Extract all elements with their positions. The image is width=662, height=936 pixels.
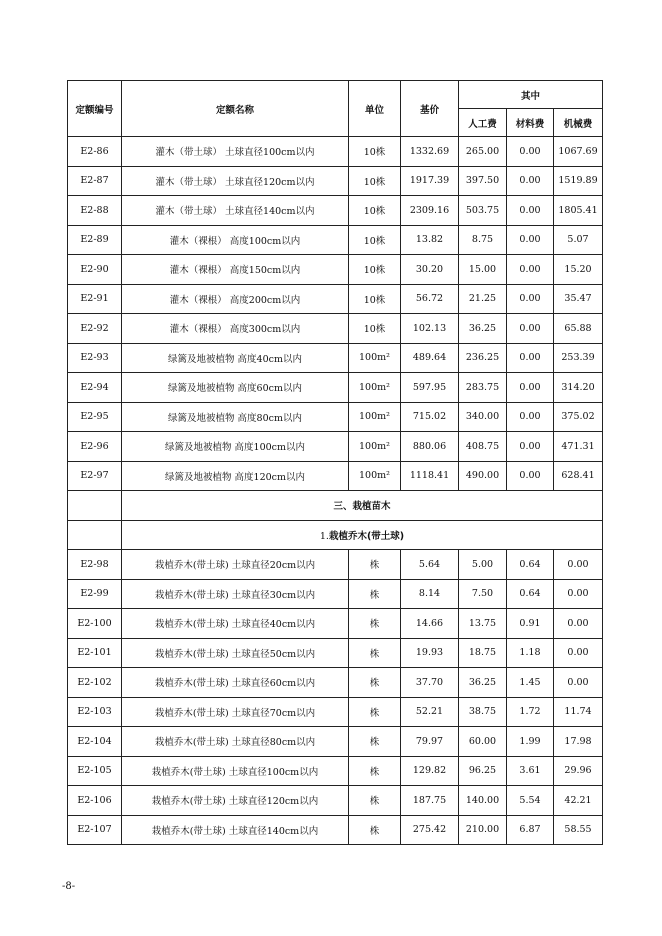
- cell-labor: 38.75: [459, 697, 507, 727]
- cell-labor: 5.00: [459, 550, 507, 580]
- cell-labor: 283.75: [459, 373, 507, 403]
- cell-code: E2-100: [68, 609, 122, 639]
- cell-price: 30.20: [401, 255, 459, 285]
- table-row: [68, 166, 603, 196]
- cell-name: 栽植乔木(带土球) 土球直径120cm以内: [122, 786, 349, 816]
- cell-labor: 340.00: [459, 402, 507, 432]
- cell-price: 275.42: [401, 815, 459, 845]
- cell-name: 绿篱及地被植物 高度120cm以内: [122, 461, 349, 491]
- cell-machine: 0.00: [554, 579, 603, 609]
- cell-price: 52.21: [401, 697, 459, 727]
- cell-price: 79.97: [401, 727, 459, 757]
- cell-name: 栽植乔木(带土球) 土球直径40cm以内: [122, 609, 349, 639]
- cell-material: 0.64: [507, 550, 554, 580]
- table-row: [68, 727, 603, 757]
- cell-code: E2-89: [68, 225, 122, 255]
- header-code: 定额编号: [68, 81, 122, 137]
- cell-material: 1.72: [507, 697, 554, 727]
- table-row: [68, 284, 603, 314]
- cell-unit: 100m²: [349, 373, 401, 403]
- cell-machine: 0.00: [554, 638, 603, 668]
- cell-code: E2-99: [68, 579, 122, 609]
- table-row: [68, 550, 603, 580]
- cell-unit: 株: [349, 756, 401, 786]
- cell-name: 绿篱及地被植物 高度100cm以内: [122, 432, 349, 462]
- table-row: [68, 373, 603, 403]
- header-unit: 单位: [349, 81, 401, 137]
- cell-machine: 1519.89: [554, 166, 603, 196]
- cell-material: 0.00: [507, 166, 554, 196]
- cell-code: E2-94: [68, 373, 122, 403]
- table-row: [68, 668, 603, 698]
- cell-machine: 11.74: [554, 697, 603, 727]
- cell-name: 灌木（带土球） 土球直径120cm以内: [122, 166, 349, 196]
- cell-price: 1332.69: [401, 137, 459, 167]
- cell-name: 栽植乔木(带土球) 土球直径80cm以内: [122, 727, 349, 757]
- header-labor: 人工费: [459, 109, 507, 137]
- cell-code: E2-103: [68, 697, 122, 727]
- cell-name: 栽植乔木(带土球) 土球直径50cm以内: [122, 638, 349, 668]
- table-row: [68, 756, 603, 786]
- cell-price: 13.82: [401, 225, 459, 255]
- cell-code: E2-86: [68, 137, 122, 167]
- cell-unit: 株: [349, 609, 401, 639]
- cell-labor: 408.75: [459, 432, 507, 462]
- cell-material: 0.00: [507, 225, 554, 255]
- cell-labor: 236.25: [459, 343, 507, 373]
- cell-material: 6.87: [507, 815, 554, 845]
- cell-code: E2-107: [68, 815, 122, 845]
- cell-price: 880.06: [401, 432, 459, 462]
- table-row: [68, 137, 603, 167]
- cell-unit: 10株: [349, 137, 401, 167]
- cell-material: 5.54: [507, 786, 554, 816]
- cell-machine: 35.47: [554, 284, 603, 314]
- cell-price: 56.72: [401, 284, 459, 314]
- header-name: 定额名称: [122, 81, 349, 137]
- cell-name: 绿篱及地被植物 高度60cm以内: [122, 373, 349, 403]
- cell-price: 129.82: [401, 756, 459, 786]
- cell-material: 0.00: [507, 343, 554, 373]
- cell-price: 187.75: [401, 786, 459, 816]
- cell-unit: 100m²: [349, 432, 401, 462]
- cell-code: E2-98: [68, 550, 122, 580]
- cell-code: E2-101: [68, 638, 122, 668]
- cell-name: 栽植乔木(带土球) 土球直径140cm以内: [122, 815, 349, 845]
- cell-material: 0.00: [507, 461, 554, 491]
- cell-material: 0.64: [507, 579, 554, 609]
- cell-material: 0.00: [507, 284, 554, 314]
- cell-price: 1118.41: [401, 461, 459, 491]
- cell-machine: 58.55: [554, 815, 603, 845]
- cell-material: 0.00: [507, 402, 554, 432]
- cell-name: 灌木（带土球） 土球直径100cm以内: [122, 137, 349, 167]
- cell-machine: 253.39: [554, 343, 603, 373]
- cell-code: E2-92: [68, 314, 122, 344]
- cell-labor: 140.00: [459, 786, 507, 816]
- cell-unit: 10株: [349, 255, 401, 285]
- cell-name: 栽植乔木(带土球) 土球直径60cm以内: [122, 668, 349, 698]
- cell-price: 489.64: [401, 343, 459, 373]
- cell-name: 栽植乔木(带土球) 土球直径70cm以内: [122, 697, 349, 727]
- cell-unit: 株: [349, 697, 401, 727]
- header-group: 其中: [459, 81, 603, 109]
- cell-machine: 0.00: [554, 609, 603, 639]
- cell-unit: 100m²: [349, 461, 401, 491]
- cell-code: E2-95: [68, 402, 122, 432]
- table-row: [68, 461, 603, 491]
- table-row: [68, 638, 603, 668]
- cell-machine: 1805.41: [554, 196, 603, 226]
- cell-machine: 628.41: [554, 461, 603, 491]
- cell-code: E2-102: [68, 668, 122, 698]
- table-row: [68, 255, 603, 285]
- cell-code: E2-90: [68, 255, 122, 285]
- cell-machine: 471.31: [554, 432, 603, 462]
- cell-labor: 36.25: [459, 668, 507, 698]
- cell-machine: 42.21: [554, 786, 603, 816]
- quota-table: [67, 80, 603, 845]
- cell-unit: 100m²: [349, 402, 401, 432]
- cell-unit: 株: [349, 727, 401, 757]
- cell-price: 715.02: [401, 402, 459, 432]
- cell-material: 0.00: [507, 432, 554, 462]
- cell-code: E2-87: [68, 166, 122, 196]
- cell-labor: 13.75: [459, 609, 507, 639]
- subsection-prefix: 1.: [319, 530, 329, 542]
- cell-labor: 397.50: [459, 166, 507, 196]
- cell-name: 灌木（带土球） 土球直径140cm以内: [122, 196, 349, 226]
- cell-code: E2-96: [68, 432, 122, 462]
- cell-unit: 10株: [349, 196, 401, 226]
- header-machine: 机械费: [554, 109, 603, 137]
- cell-labor: 21.25: [459, 284, 507, 314]
- cell-machine: 1067.69: [554, 137, 603, 167]
- cell-material: 1.99: [507, 727, 554, 757]
- cell-machine: 15.20: [554, 255, 603, 285]
- empty-cell: [68, 520, 122, 550]
- cell-price: 1917.39: [401, 166, 459, 196]
- cell-labor: 96.25: [459, 756, 507, 786]
- cell-unit: 株: [349, 786, 401, 816]
- cell-unit: 株: [349, 638, 401, 668]
- cell-code: E2-106: [68, 786, 122, 816]
- table-row: [68, 196, 603, 226]
- cell-material: 0.00: [507, 137, 554, 167]
- cell-code: E2-105: [68, 756, 122, 786]
- cell-labor: 490.00: [459, 461, 507, 491]
- cell-labor: 60.00: [459, 727, 507, 757]
- table-row: [68, 314, 603, 344]
- cell-name: 灌木（裸根） 高度300cm以内: [122, 314, 349, 344]
- cell-material: 0.00: [507, 314, 554, 344]
- cell-machine: 5.07: [554, 225, 603, 255]
- table-row: [68, 609, 603, 639]
- cell-labor: 15.00: [459, 255, 507, 285]
- cell-code: E2-104: [68, 727, 122, 757]
- header-material: 材料费: [507, 109, 554, 137]
- section-row: [68, 491, 603, 521]
- cell-price: 597.95: [401, 373, 459, 403]
- cell-unit: 株: [349, 579, 401, 609]
- cell-code: E2-97: [68, 461, 122, 491]
- cell-name: 绿篱及地被植物 高度40cm以内: [122, 343, 349, 373]
- cell-machine: 17.98: [554, 727, 603, 757]
- cell-code: E2-88: [68, 196, 122, 226]
- cell-unit: 10株: [349, 314, 401, 344]
- cell-machine: 0.00: [554, 550, 603, 580]
- cell-name: 栽植乔木(带土球) 土球直径20cm以内: [122, 550, 349, 580]
- cell-price: 19.93: [401, 638, 459, 668]
- table-row: [68, 432, 603, 462]
- cell-material: 1.45: [507, 668, 554, 698]
- cell-machine: 0.00: [554, 668, 603, 698]
- cell-name: 灌木（裸根） 高度150cm以内: [122, 255, 349, 285]
- cell-machine: 375.02: [554, 402, 603, 432]
- cell-labor: 265.00: [459, 137, 507, 167]
- table-row: [68, 402, 603, 432]
- table-row: [68, 697, 603, 727]
- cell-unit: 株: [349, 815, 401, 845]
- subsection-label: 栽植乔木(带土球): [328, 530, 405, 542]
- cell-price: 8.14: [401, 579, 459, 609]
- cell-labor: 8.75: [459, 225, 507, 255]
- table-row: [68, 579, 603, 609]
- cell-name: 栽植乔木(带土球) 土球直径100cm以内: [122, 756, 349, 786]
- cell-price: 37.70: [401, 668, 459, 698]
- cell-name: 栽植乔木(带土球) 土球直径30cm以内: [122, 579, 349, 609]
- cell-material: 0.00: [507, 255, 554, 285]
- cell-material: 3.61: [507, 756, 554, 786]
- cell-machine: 65.88: [554, 314, 603, 344]
- cell-machine: 29.96: [554, 756, 603, 786]
- cell-code: E2-91: [68, 284, 122, 314]
- cell-machine: 314.20: [554, 373, 603, 403]
- table-row: [68, 815, 603, 845]
- cell-name: 绿篱及地被植物 高度80cm以内: [122, 402, 349, 432]
- cell-labor: 18.75: [459, 638, 507, 668]
- empty-cell: [68, 491, 122, 521]
- cell-unit: 10株: [349, 166, 401, 196]
- cell-unit: 100m²: [349, 343, 401, 373]
- cell-name: 灌木（裸根） 高度100cm以内: [122, 225, 349, 255]
- table-body: [68, 137, 603, 845]
- cell-labor: 210.00: [459, 815, 507, 845]
- table-row: [68, 786, 603, 816]
- subsection-title: [122, 520, 603, 550]
- cell-material: 0.00: [507, 196, 554, 226]
- cell-labor: 36.25: [459, 314, 507, 344]
- cell-labor: 7.50: [459, 579, 507, 609]
- cell-material: 0.00: [507, 373, 554, 403]
- table-row: [68, 225, 603, 255]
- subsection-row: [68, 520, 603, 550]
- page-number: -8-: [62, 881, 76, 892]
- section-title: 三、栽植苗木: [122, 491, 603, 521]
- cell-code: E2-93: [68, 343, 122, 373]
- cell-price: 5.64: [401, 550, 459, 580]
- table-row: [68, 343, 603, 373]
- cell-unit: 株: [349, 668, 401, 698]
- header-base-price: 基价: [401, 81, 459, 137]
- cell-labor: 503.75: [459, 196, 507, 226]
- cell-unit: 10株: [349, 225, 401, 255]
- cell-material: 0.91: [507, 609, 554, 639]
- cell-unit: 10株: [349, 284, 401, 314]
- cell-material: 1.18: [507, 638, 554, 668]
- cell-price: 102.13: [401, 314, 459, 344]
- cell-price: 2309.16: [401, 196, 459, 226]
- cell-unit: 株: [349, 550, 401, 580]
- cell-name: 灌木（裸根） 高度200cm以内: [122, 284, 349, 314]
- cell-price: 14.66: [401, 609, 459, 639]
